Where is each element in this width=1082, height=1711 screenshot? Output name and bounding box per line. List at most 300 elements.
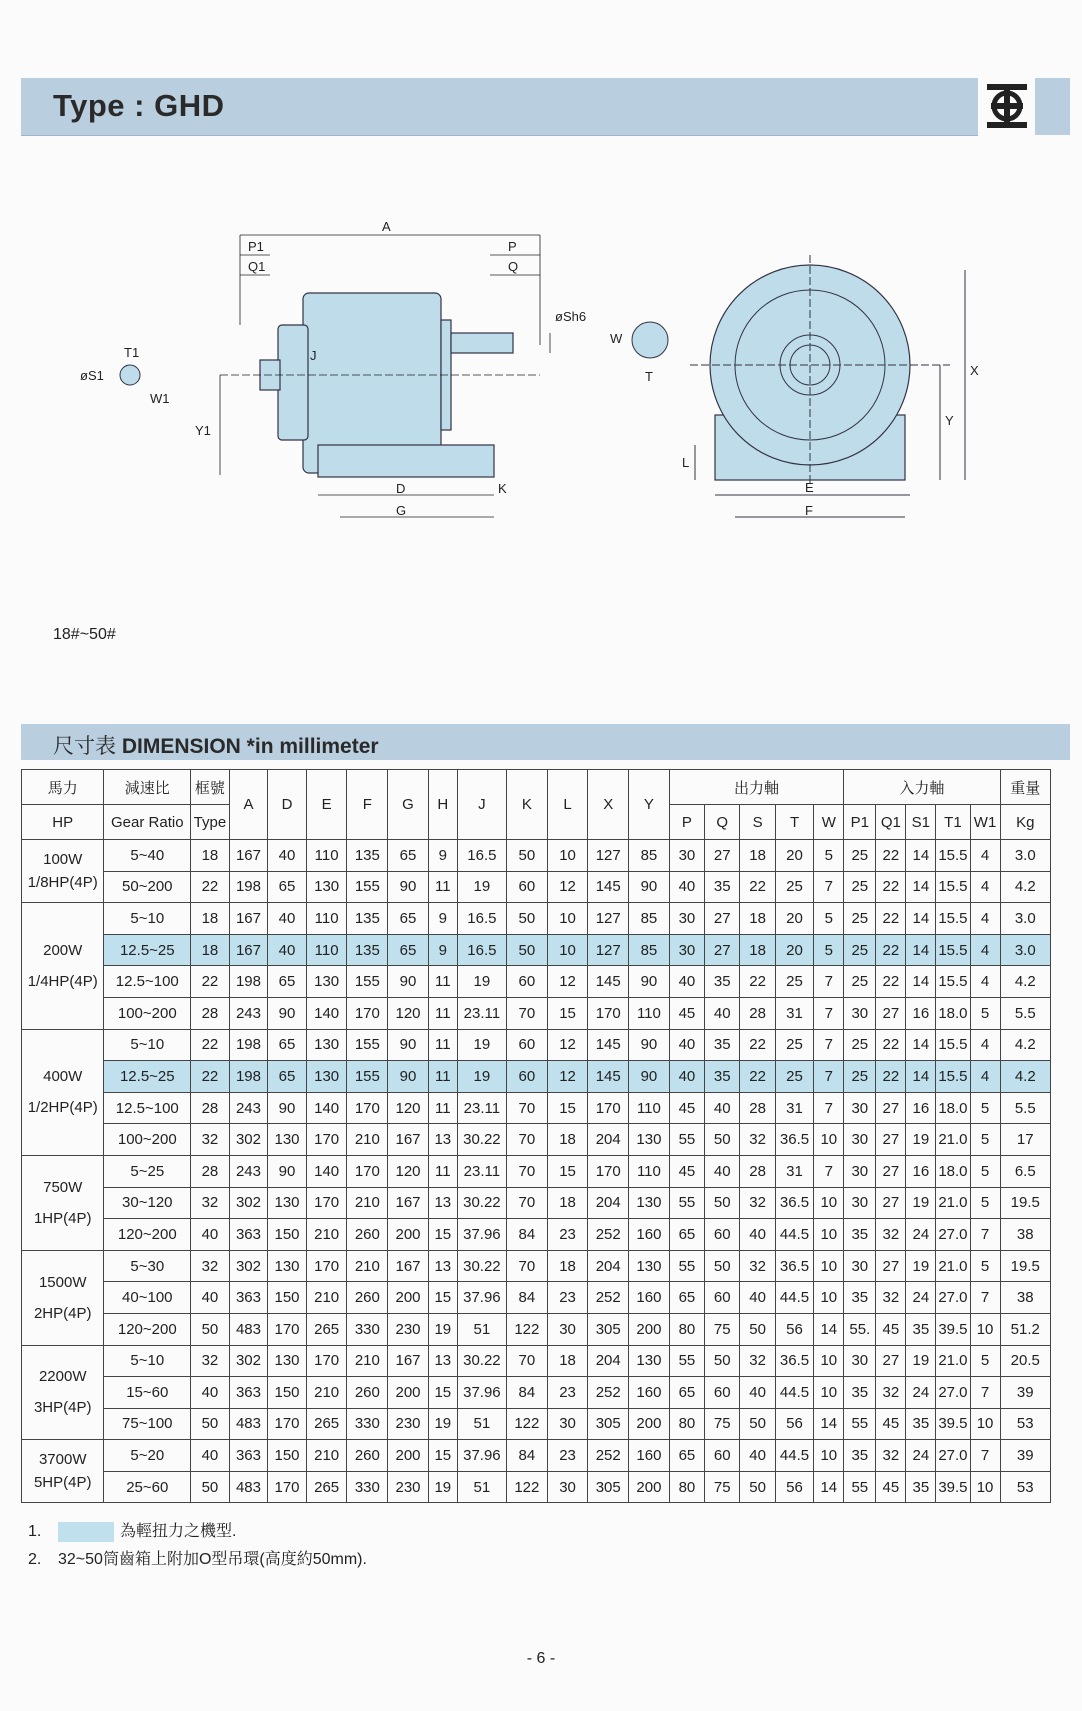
value-cell: 145 [588, 871, 629, 903]
value-cell: 155 [347, 871, 388, 903]
value-cell: 10 [547, 903, 588, 935]
value-cell: 10 [970, 1313, 1000, 1345]
value-cell: 40 [740, 1377, 775, 1409]
dim-label-W1: W1 [150, 391, 170, 406]
value-cell: 265 [306, 1471, 347, 1503]
value-cell: 120 [388, 997, 429, 1029]
value-cell: 305 [588, 1313, 629, 1345]
table-row [22, 1219, 1051, 1251]
value-cell: 37.96 [457, 1282, 506, 1314]
note-2-text: 32~50筒齒箱上附加O型吊環(高度約50mm). [58, 1551, 367, 1568]
value-cell: 11 [428, 1061, 457, 1093]
value-cell: 45 [876, 1471, 906, 1503]
value-cell: 170 [268, 1408, 307, 1440]
value-cell: 27.0 [936, 1377, 970, 1409]
value-cell: 25 [775, 966, 814, 998]
value-cell: 200 [388, 1377, 429, 1409]
dim-label-T: T [645, 369, 653, 384]
value-cell: 170 [347, 997, 388, 1029]
table-row [22, 1092, 1051, 1124]
value-cell: 5 [970, 1155, 1000, 1187]
value-cell: 145 [588, 1061, 629, 1093]
value-cell: 140 [306, 1155, 347, 1187]
value-cell: 260 [347, 1377, 388, 1409]
value-cell: 27 [876, 1124, 906, 1156]
value-cell: 25 [844, 1029, 876, 1061]
value-cell: 265 [306, 1313, 347, 1345]
value-cell: 204 [588, 1124, 629, 1156]
value-cell: 28 [740, 1155, 775, 1187]
value-cell: 7 [814, 997, 844, 1029]
value-cell: 20 [775, 934, 814, 966]
value-cell: 22 [876, 903, 906, 935]
dim-label-F: F [805, 503, 813, 518]
value-cell: 330 [347, 1408, 388, 1440]
header-col-W1: W1 [970, 805, 1000, 840]
table-row [22, 1187, 1051, 1219]
value-cell: 84 [507, 1282, 548, 1314]
value-cell: 40 [268, 903, 307, 935]
value-cell: 18 [547, 1250, 588, 1282]
dim-label-W: W [610, 331, 623, 346]
value-cell: 35 [705, 966, 740, 998]
value-cell: 7 [814, 966, 844, 998]
gear-ratio-cell: 12.5~100 [104, 1092, 191, 1124]
value-cell: 10 [814, 1345, 844, 1377]
value-cell: 15.5 [936, 903, 970, 935]
value-cell: 32 [740, 1250, 775, 1282]
value-cell: 130 [629, 1187, 670, 1219]
header-col-J: J [457, 770, 506, 840]
table-row [22, 903, 1051, 935]
value-cell: 90 [629, 1061, 670, 1093]
header-col-P: P [669, 805, 704, 840]
dimension-table [21, 769, 1051, 1503]
header-col-A: A [229, 770, 268, 840]
value-cell: 60 [705, 1282, 740, 1314]
header-col-K: K [507, 770, 548, 840]
value-cell: 160 [629, 1377, 670, 1409]
value-cell: 5.5 [1000, 1092, 1050, 1124]
value-cell: 5.5 [1000, 997, 1050, 1029]
value-cell: 302 [229, 1124, 268, 1156]
value-cell: 130 [268, 1250, 307, 1282]
value-cell: 35 [705, 871, 740, 903]
value-cell: 170 [347, 1092, 388, 1124]
value-cell: 4.2 [1000, 966, 1050, 998]
value-cell: 36.5 [775, 1250, 814, 1282]
value-cell: 22 [740, 966, 775, 998]
value-cell: 35 [705, 1061, 740, 1093]
value-cell: 24 [906, 1219, 936, 1251]
value-cell: 19 [428, 1408, 457, 1440]
value-cell: 35 [844, 1377, 876, 1409]
value-cell: 11 [428, 1029, 457, 1061]
value-cell: 15 [428, 1282, 457, 1314]
section-title-en: DIMENSION *in millimeter [121, 735, 379, 758]
gear-ratio-cell: 120~200 [104, 1219, 191, 1251]
value-cell: 35 [844, 1440, 876, 1472]
value-cell: 32 [876, 1440, 906, 1472]
value-cell: 170 [306, 1250, 347, 1282]
value-cell: 9 [428, 934, 457, 966]
value-cell: 90 [388, 1061, 429, 1093]
value-cell: 130 [629, 1124, 670, 1156]
hp-watt: 1500W [38, 1273, 87, 1291]
value-cell: 22 [876, 966, 906, 998]
value-cell: 10 [814, 1124, 844, 1156]
value-cell: 38 [1000, 1282, 1050, 1314]
value-cell: 18 [547, 1187, 588, 1219]
value-cell: 22 [740, 871, 775, 903]
table-row [22, 1155, 1051, 1187]
value-cell: 21.0 [936, 1187, 970, 1219]
gear-ratio-cell: 5~10 [104, 1345, 191, 1377]
value-cell: 15 [428, 1377, 457, 1409]
header-col-T1: T1 [936, 805, 970, 840]
value-cell: 15 [547, 997, 588, 1029]
value-cell: 75 [705, 1408, 740, 1440]
value-cell: 24 [906, 1440, 936, 1472]
value-cell: 14 [906, 871, 936, 903]
value-cell: 44.5 [775, 1282, 814, 1314]
value-cell: 19 [428, 1471, 457, 1503]
value-cell: 23 [547, 1219, 588, 1251]
value-cell: 32 [191, 1345, 230, 1377]
value-cell: 230 [388, 1471, 429, 1503]
value-cell: 167 [229, 934, 268, 966]
value-cell: 5 [970, 1250, 1000, 1282]
value-cell: 230 [388, 1313, 429, 1345]
value-cell: 27 [876, 1345, 906, 1377]
value-cell: 127 [588, 840, 629, 872]
value-cell: 16 [906, 997, 936, 1029]
value-cell: 32 [876, 1377, 906, 1409]
value-cell: 70 [507, 1155, 548, 1187]
value-cell: 122 [507, 1471, 548, 1503]
value-cell: 110 [306, 903, 347, 935]
value-cell: 45 [669, 1092, 704, 1124]
value-cell: 35 [906, 1408, 936, 1440]
value-cell: 70 [507, 1345, 548, 1377]
hp-cell [22, 903, 104, 1029]
value-cell: 39 [1000, 1440, 1050, 1472]
value-cell: 28 [740, 997, 775, 1029]
value-cell: 7 [814, 1155, 844, 1187]
value-cell: 65 [268, 1029, 307, 1061]
value-cell: 25 [775, 1029, 814, 1061]
value-cell: 167 [388, 1124, 429, 1156]
value-cell: 84 [507, 1377, 548, 1409]
value-cell: 10 [814, 1250, 844, 1282]
value-cell: 7 [814, 871, 844, 903]
value-cell: 200 [388, 1282, 429, 1314]
value-cell: 135 [347, 934, 388, 966]
value-cell: 15 [547, 1155, 588, 1187]
value-cell: 28 [740, 1092, 775, 1124]
dim-label-Sh6: øSh6 [555, 309, 587, 324]
value-cell: 45 [669, 1155, 704, 1187]
value-cell: 260 [347, 1440, 388, 1472]
value-cell: 60 [507, 871, 548, 903]
value-cell: 65 [669, 1282, 704, 1314]
header-output-group: 出力軸 [669, 770, 844, 805]
gear-ratio-cell: 5~10 [104, 903, 191, 935]
value-cell: 15.5 [936, 966, 970, 998]
value-cell: 150 [268, 1282, 307, 1314]
value-cell: 32 [191, 1250, 230, 1282]
note-2 [28, 1546, 367, 1574]
gear-ratio-cell: 5~20 [104, 1440, 191, 1472]
dim-label-A: A [382, 219, 391, 234]
table-row [22, 1345, 1051, 1377]
table-row [22, 1124, 1051, 1156]
value-cell: 170 [306, 1187, 347, 1219]
value-cell: 90 [268, 997, 307, 1029]
value-cell: 55. [844, 1313, 876, 1345]
value-cell: 16.5 [457, 840, 506, 872]
gear-ratio-cell: 5~10 [104, 1029, 191, 1061]
value-cell: 10 [814, 1440, 844, 1472]
value-cell: 5 [814, 903, 844, 935]
table-row [22, 1250, 1051, 1282]
hp-horsepower: 5HP(4P) [33, 1474, 92, 1492]
value-cell: 210 [306, 1440, 347, 1472]
value-cell: 90 [388, 966, 429, 998]
value-cell: 16.5 [457, 903, 506, 935]
value-cell: 15.5 [936, 934, 970, 966]
value-cell: 30 [844, 1124, 876, 1156]
value-cell: 53 [1000, 1471, 1050, 1503]
value-cell: 30 [844, 1250, 876, 1282]
value-cell: 14 [906, 934, 936, 966]
value-cell: 150 [268, 1377, 307, 1409]
dim-label-P: P [508, 239, 517, 254]
value-cell: 40 [740, 1219, 775, 1251]
header-hp-zh: 馬力 [22, 770, 104, 805]
hp-horsepower: 1/8HP(4P) [27, 874, 98, 892]
value-cell: 90 [629, 1029, 670, 1061]
table-row [22, 934, 1051, 966]
table-row [22, 1282, 1051, 1314]
value-cell: 5 [814, 934, 844, 966]
value-cell: 22 [740, 1029, 775, 1061]
value-cell: 11 [428, 1092, 457, 1124]
value-cell: 4 [970, 1029, 1000, 1061]
value-cell: 40 [705, 1155, 740, 1187]
value-cell: 55 [669, 1124, 704, 1156]
hp-horsepower: 1/4HP(4P) [27, 972, 98, 990]
value-cell: 4.2 [1000, 1029, 1050, 1061]
value-cell: 55 [844, 1471, 876, 1503]
value-cell: 37.96 [457, 1440, 506, 1472]
dim-label-K: K [498, 481, 507, 496]
value-cell: 65 [669, 1219, 704, 1251]
value-cell: 51 [457, 1408, 506, 1440]
note-1-number: 1. [28, 1523, 42, 1540]
value-cell: 198 [229, 1061, 268, 1093]
value-cell: 330 [347, 1471, 388, 1503]
value-cell: 40 [740, 1440, 775, 1472]
value-cell: 170 [268, 1471, 307, 1503]
value-cell: 252 [588, 1219, 629, 1251]
value-cell: 27 [876, 1155, 906, 1187]
value-cell: 170 [347, 1155, 388, 1187]
value-cell: 10 [814, 1219, 844, 1251]
value-cell: 27 [705, 840, 740, 872]
title-bar [21, 78, 978, 136]
value-cell: 15 [428, 1219, 457, 1251]
value-cell: 27.0 [936, 1282, 970, 1314]
table-row [22, 1377, 1051, 1409]
dim-label-L: L [682, 455, 690, 470]
hp-watt: 200W [43, 941, 83, 959]
gear-ratio-cell: 12.5~100 [104, 966, 191, 998]
value-cell: 210 [306, 1282, 347, 1314]
hp-cell [22, 1345, 104, 1440]
value-cell: 30 [547, 1408, 588, 1440]
value-cell: 44.5 [775, 1440, 814, 1472]
value-cell: 330 [347, 1313, 388, 1345]
value-cell: 7 [970, 1219, 1000, 1251]
value-cell: 60 [507, 1029, 548, 1061]
value-cell: 90 [388, 871, 429, 903]
value-cell: 39 [1000, 1377, 1050, 1409]
note-2-number: 2. [28, 1551, 42, 1568]
value-cell: 32 [740, 1345, 775, 1377]
hp-watt: 400W [43, 1068, 83, 1086]
value-cell: 210 [306, 1219, 347, 1251]
value-cell: 11 [428, 871, 457, 903]
gear-ratio-cell: 100~200 [104, 1124, 191, 1156]
dim-label-J: J [310, 348, 317, 363]
value-cell: 85 [629, 934, 670, 966]
value-cell: 75 [705, 1313, 740, 1345]
value-cell: 30 [669, 840, 704, 872]
value-cell: 15.5 [936, 840, 970, 872]
value-cell: 50 [507, 840, 548, 872]
value-cell: 122 [507, 1313, 548, 1345]
value-cell: 252 [588, 1377, 629, 1409]
value-cell: 483 [229, 1313, 268, 1345]
gear-ratio-cell: 40~100 [104, 1282, 191, 1314]
value-cell: 200 [629, 1408, 670, 1440]
value-cell: 15 [547, 1092, 588, 1124]
value-cell: 22 [876, 840, 906, 872]
value-cell: 40 [669, 966, 704, 998]
header-col-Q1: Q1 [876, 805, 906, 840]
value-cell: 50 [740, 1408, 775, 1440]
dimension-table-wrap [21, 769, 1051, 1503]
value-cell: 28 [191, 997, 230, 1029]
dim-label-P1: P1 [248, 239, 264, 254]
value-cell: 28 [191, 1092, 230, 1124]
value-cell: 36.5 [775, 1345, 814, 1377]
value-cell: 120 [388, 1155, 429, 1187]
value-cell: 32 [191, 1187, 230, 1219]
value-cell: 210 [306, 1377, 347, 1409]
note-1-text: 為輕扭力之機型. [120, 1523, 237, 1540]
value-cell: 167 [388, 1345, 429, 1377]
value-cell: 50 [740, 1313, 775, 1345]
value-cell: 23 [547, 1440, 588, 1472]
value-cell: 18 [740, 840, 775, 872]
value-cell: 70 [507, 997, 548, 1029]
value-cell: 243 [229, 997, 268, 1029]
value-cell: 24 [906, 1377, 936, 1409]
side-view [260, 293, 513, 477]
value-cell: 50 [191, 1313, 230, 1345]
value-cell: 13 [428, 1187, 457, 1219]
value-cell: 155 [347, 1061, 388, 1093]
value-cell: 19 [906, 1345, 936, 1377]
value-cell: 37.96 [457, 1219, 506, 1251]
value-cell: 14 [814, 1471, 844, 1503]
header-col-W: W [814, 805, 844, 840]
value-cell: 7 [814, 1061, 844, 1093]
value-cell: 32 [740, 1124, 775, 1156]
value-cell: 130 [306, 871, 347, 903]
table-body [22, 840, 1051, 1503]
gear-ratio-cell: 5~40 [104, 840, 191, 872]
value-cell: 55 [669, 1250, 704, 1282]
header-input-group: 入力軸 [844, 770, 1000, 805]
dim-label-G: G [396, 503, 407, 518]
value-cell: 40 [669, 1061, 704, 1093]
table-row [22, 1471, 1051, 1503]
value-cell: 40 [191, 1440, 230, 1472]
value-cell: 110 [306, 934, 347, 966]
value-cell: 110 [629, 1092, 670, 1124]
value-cell: 90 [388, 1029, 429, 1061]
value-cell: 32 [740, 1187, 775, 1219]
value-cell: 252 [588, 1282, 629, 1314]
value-cell: 23.11 [457, 997, 506, 1029]
table-header-row-1 [22, 770, 1051, 805]
value-cell: 85 [629, 840, 670, 872]
value-cell: 55 [669, 1345, 704, 1377]
table-row [22, 1408, 1051, 1440]
gear-ratio-cell: 30~120 [104, 1187, 191, 1219]
dim-label-Y1: Y1 [195, 423, 211, 438]
value-cell: 18 [547, 1124, 588, 1156]
value-cell: 40 [740, 1282, 775, 1314]
value-cell: 167 [229, 903, 268, 935]
value-cell: 12 [547, 871, 588, 903]
header-weight-zh: 重量 [1000, 770, 1050, 805]
value-cell: 45 [669, 997, 704, 1029]
value-cell: 19 [457, 1061, 506, 1093]
value-cell: 44.5 [775, 1377, 814, 1409]
value-cell: 200 [388, 1440, 429, 1472]
value-cell: 170 [588, 1092, 629, 1124]
value-cell: 50 [507, 903, 548, 935]
value-cell: 70 [507, 1124, 548, 1156]
value-cell: 31 [775, 997, 814, 1029]
value-cell: 130 [629, 1250, 670, 1282]
value-cell: 11 [428, 966, 457, 998]
value-cell: 18 [547, 1345, 588, 1377]
value-cell: 35 [844, 1282, 876, 1314]
value-cell: 170 [306, 1345, 347, 1377]
value-cell: 44.5 [775, 1219, 814, 1251]
value-cell: 10 [970, 1471, 1000, 1503]
dim-label-X: X [970, 363, 979, 378]
value-cell: 39.5 [936, 1471, 970, 1503]
value-cell: 30 [844, 1092, 876, 1124]
value-cell: 3.0 [1000, 840, 1050, 872]
value-cell: 483 [229, 1471, 268, 1503]
